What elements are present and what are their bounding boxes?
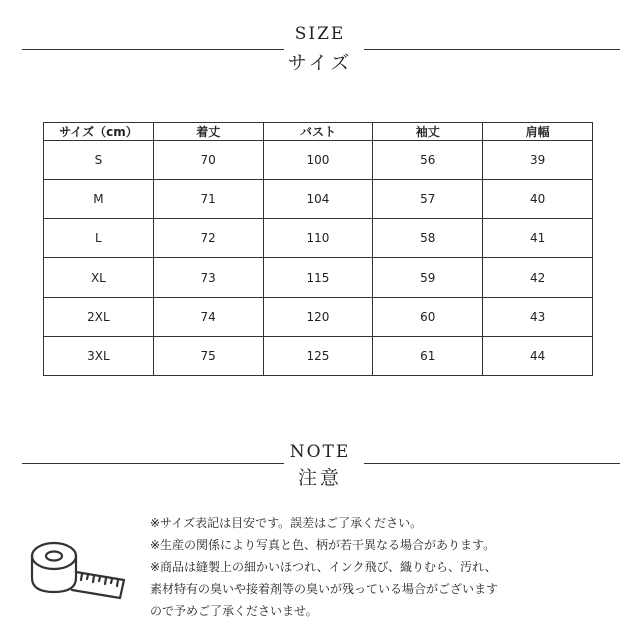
table-cell: 2XL [44,297,154,336]
table-cell: 71 [153,180,263,219]
header-size: サイズ（cm） [44,123,154,141]
note-heading [0,441,640,496]
note-line: ので予めご了承くださいませ。 [150,604,318,618]
measuring-tape-icon [22,528,132,608]
table-cell: 59 [373,258,483,297]
table-cell: 41 [483,219,593,258]
note-line: 素材特有の臭いや接着剤等の臭いが残っている場合がございます [150,582,499,596]
table-cell: 100 [263,141,373,180]
table-cell: 3XL [44,336,154,375]
header-shoulder: 肩幅 [483,123,593,141]
table-cell: 40 [483,180,593,219]
table-cell: 73 [153,258,263,297]
table-row [44,141,593,180]
table-header-row [44,123,593,141]
header-length: 着丈 [153,123,263,141]
table-cell: 60 [373,297,483,336]
table-cell: 61 [373,336,483,375]
note-line: ※商品は縫製上の細かいほつれ、インク飛び、織りむら、汚れ、 [150,560,497,574]
table-cell: 57 [373,180,483,219]
size-table [43,122,593,376]
note-heading-en: NOTE [289,442,351,462]
note-heading-jp: 注意 [297,467,342,489]
table-cell: XL [44,258,154,297]
size-heading-en: SIZE [294,24,346,44]
table-cell: 42 [483,258,593,297]
table-row [44,219,593,258]
table-cell: 56 [373,141,483,180]
note-line: ※生産の関係により写真と色、柄が若干異なる場合があります。 [150,538,496,552]
table-cell: 72 [153,219,263,258]
table-cell: 70 [153,141,263,180]
header-bust: バスト [263,123,373,141]
table-cell: L [44,219,154,258]
table-row [44,297,593,336]
table-cell: M [44,180,154,219]
table-row [44,258,593,297]
table-cell: 39 [483,141,593,180]
table-row [44,336,593,375]
table-cell: 74 [153,297,263,336]
table-cell: 120 [263,297,373,336]
size-heading [0,22,640,77]
table-cell: 75 [153,336,263,375]
table-cell: 104 [263,180,373,219]
table-cell: 115 [263,258,373,297]
table-cell: 58 [373,219,483,258]
table-cell: S [44,141,154,180]
table-cell: 43 [483,297,593,336]
size-heading-jp: サイズ [287,52,353,74]
header-sleeve: 袖丈 [373,123,483,141]
table-cell: 125 [263,336,373,375]
notes-text [150,512,630,622]
note-line: ※サイズ表記は目安です。誤差はご了承ください。 [150,516,423,530]
table-cell: 110 [263,219,373,258]
table-row [44,180,593,219]
table-cell: 44 [483,336,593,375]
